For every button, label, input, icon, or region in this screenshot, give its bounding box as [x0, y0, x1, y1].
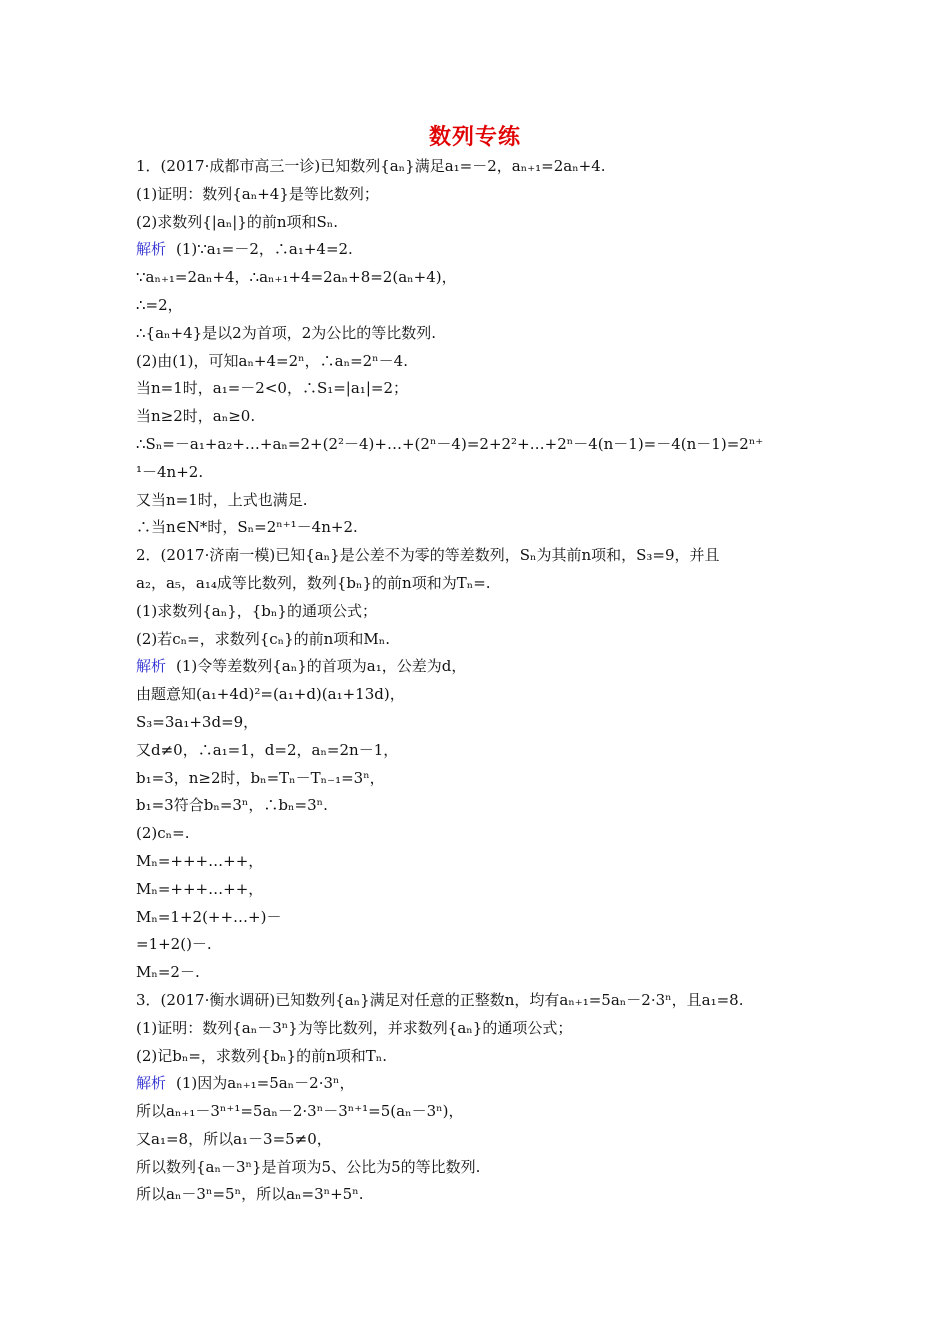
- line-text: ¹－4n+2.: [136, 462, 204, 481]
- text-line: [136, 792, 836, 820]
- line-text: 当n≥2时，aₙ≥0.: [136, 407, 256, 426]
- text-line: [136, 570, 836, 598]
- line-text: ∴当n∈N*时，Sₙ=2ⁿ⁺¹－4n+2.: [136, 518, 358, 537]
- page-title: 数列专练: [428, 125, 521, 150]
- line-text: b₁=3符合bₙ=3ⁿ，∴bₙ=3ⁿ.: [136, 796, 328, 815]
- line-text: Mₙ=2－.: [136, 963, 200, 982]
- solution-label: 解析: [136, 1074, 167, 1093]
- text-line: [136, 514, 836, 542]
- line-text: a₂，a₅，a₁₄成等比数列，数列{bₙ}的前n项和为Tₙ=.: [136, 573, 491, 592]
- line-text: (1)∵a₁=－2，∴a₁+4=2.: [176, 240, 353, 259]
- text-line: [136, 459, 836, 487]
- text-line: [136, 181, 836, 209]
- line-text: (1)因为aₙ₊₁=5aₙ－2·3ⁿ，: [176, 1074, 355, 1093]
- text-line: [136, 1043, 836, 1071]
- line-text: ∴Sₙ=－a₁+a₂+…+aₙ=2+(2²－4)+…+(2ⁿ－4)=2+2²+…+2ⁿ－4(n－1)=－4(n－1)=2ⁿ⁺: [136, 434, 764, 453]
- line-text: (2)cₙ=.: [136, 824, 190, 843]
- line-text: =1+2()－.: [136, 935, 212, 954]
- text-line: [136, 209, 836, 237]
- text-line: [136, 320, 836, 348]
- line-text: 当n=1时，a₁=－2<0，∴S₁=|a₁|=2；: [136, 379, 408, 398]
- text-line: [136, 653, 836, 681]
- text-line: [136, 431, 836, 459]
- text-line: [136, 848, 836, 876]
- text-line: [136, 1181, 836, 1209]
- line-text: ∴{aₙ+4}是以2为首项，2为公比的等比数列.: [136, 323, 437, 342]
- line-text: (1)令等差数列{aₙ}的首项为a₁，公差为d，: [176, 657, 467, 676]
- line-text: 所以aₙ－3ⁿ=5ⁿ，所以aₙ=3ⁿ+5ⁿ.: [136, 1185, 364, 1204]
- line-text: (2)若cₙ=，求数列{cₙ}的前n项和Mₙ.: [136, 629, 390, 648]
- text-line: [136, 820, 836, 848]
- document-body: [136, 153, 836, 1209]
- line-text: 所以aₙ₊₁－3ⁿ⁺¹=5aₙ－2·3ⁿ－3ⁿ⁺¹=5(aₙ－3ⁿ)，: [136, 1102, 464, 1121]
- text-line: [136, 487, 836, 515]
- text-line: [136, 626, 836, 654]
- solution-label: 解析: [136, 657, 167, 676]
- line-text: Mₙ=+++…++，: [136, 879, 264, 898]
- line-text: (1)求数列{aₙ}，{bₙ}的通项公式；: [136, 601, 377, 620]
- text-line: [136, 375, 836, 403]
- line-text: S₃=3a₁+3d=9，: [136, 712, 259, 731]
- line-text: 又d≠0，∴a₁=1，d=2，aₙ=2n－1，: [136, 740, 399, 759]
- line-text: Mₙ=1+2(++…+)－: [136, 907, 282, 926]
- text-line: [136, 1126, 836, 1154]
- line-text: (2)求数列{|aₙ|}的前n项和Sₙ.: [136, 212, 339, 231]
- text-line: [136, 236, 836, 264]
- line-text: (2)记bₙ=，求数列{bₙ}的前n项和Tₙ.: [136, 1046, 388, 1065]
- line-text: 1．(2017·成都市高三一诊)已知数列{aₙ}满足a₁=－2，aₙ₊₁=2aₙ+4.: [136, 157, 606, 175]
- text-line: [136, 403, 836, 431]
- solution-label: 解析: [136, 240, 167, 259]
- line-text: ∴=2，: [136, 295, 183, 314]
- text-line: [136, 959, 836, 987]
- line-text: (2)由(1)，可知aₙ+4=2ⁿ，∴aₙ=2ⁿ－4.: [136, 351, 408, 370]
- line-text: 由题意知(a₁+4d)²=(a₁+d)(a₁+13d)，: [136, 685, 405, 704]
- line-text: 又当n=1时，上式也满足.: [136, 490, 308, 509]
- text-line: [136, 737, 836, 765]
- text-line: [136, 598, 836, 626]
- line-text: (1)证明：数列{aₙ－3ⁿ}为等比数列，并求数列{aₙ}的通项公式；: [136, 1018, 573, 1037]
- text-line: [136, 1070, 836, 1098]
- text-line: [136, 1015, 836, 1043]
- line-text: Mₙ=+++…++，: [136, 851, 264, 870]
- text-line: [136, 681, 836, 709]
- line-text: 所以数列{aₙ－3ⁿ}是首项为5、公比为5的等比数列.: [136, 1157, 481, 1176]
- text-line: [136, 1154, 836, 1182]
- text-line: [136, 542, 836, 570]
- text-line: [136, 348, 836, 376]
- line-text: (1)证明：数列{aₙ+4}是等比数列；: [136, 184, 379, 203]
- text-line: [136, 292, 836, 320]
- text-line: [136, 709, 836, 737]
- line-text: 3．(2017·衡水调研)已知数列{aₙ}满足对任意的正整数n，均有aₙ₊₁=5aₙ－2·3ⁿ，且a₁=8.: [136, 990, 744, 1009]
- line-text: 2．(2017·济南一模)已知{aₙ}是公差不为零的等差数列，Sₙ为其前n项和，S₃=9，并且: [136, 546, 720, 565]
- line-text: ∵aₙ₊₁=2aₙ+4，∴aₙ₊₁+4=2aₙ+8=2(aₙ+4)，: [136, 268, 457, 287]
- text-line: [136, 264, 836, 292]
- text-line: [136, 931, 836, 959]
- text-line: [136, 904, 836, 932]
- line-text: 又a₁=8，所以a₁－3=5≠0，: [136, 1129, 332, 1148]
- text-line: [136, 987, 836, 1015]
- text-line: [136, 765, 836, 793]
- text-line: [136, 876, 836, 904]
- text-line: [136, 153, 836, 181]
- line-text: b₁=3，n≥2时，bₙ=Tₙ－Tₙ₋₁=3ⁿ，: [136, 768, 385, 787]
- text-line: [136, 1098, 836, 1126]
